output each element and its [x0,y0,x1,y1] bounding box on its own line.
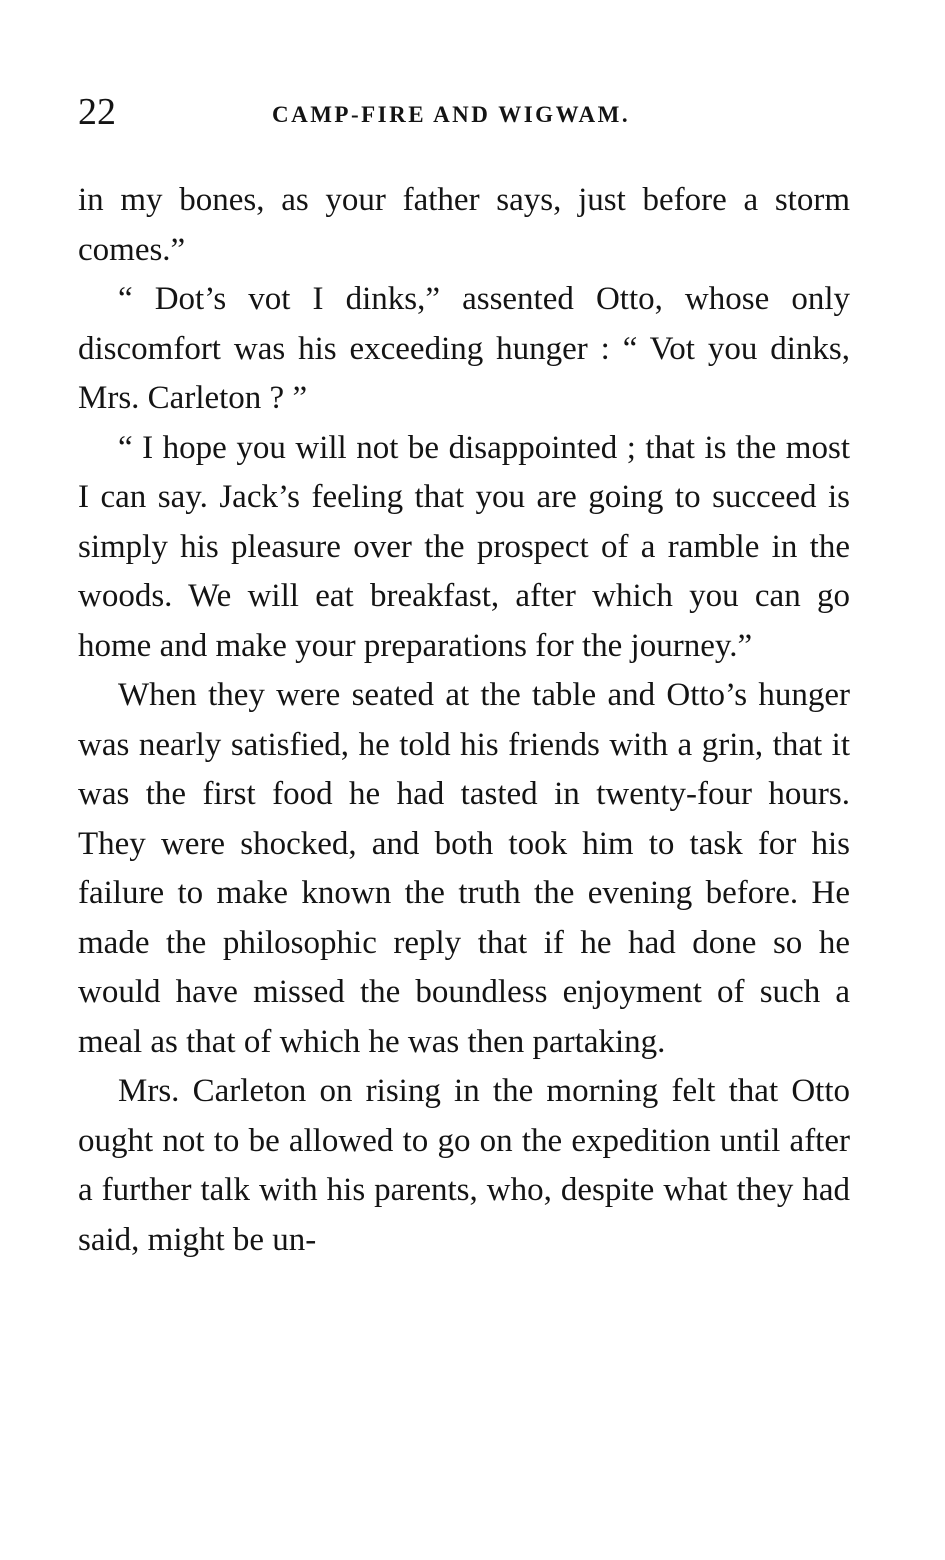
paragraph: When they were seated at the table and Otto’s hunger was nearly satisfied, he told his friends with a grin, that it was the first food he had tasted in twenty-four hours. They were shocked, and both took him to task for his failure to make known the truth the evening before. He made the philosophic reply that if he had done so he would have missed the boundless enjoyment of such a meal as that of which he was then partaking. [78,677,850,1060]
paragraph: “ Dot’s vot I dinks,” assented Otto, whose only discomfort was his exceeding hunger : “ Vot you dinks, Mrs. Carleton ? ” [78,281,850,416]
running-title: CAMP-FIRE AND WIGWAM. [272,102,631,127]
page-header [78,90,850,138]
paragraph-continuation: in my bones, as your father says, just before a storm comes.” [78,182,850,268]
page-number: 22 [78,91,116,133]
body-text [78,176,850,1265]
paragraph: “ I hope you will not be disappointed ; that is the most I can say. Jack’s feeling that you are going to succeed is simply his pleasure over the prospect of a ramble in the woods. We will eat breakfast, after which you can go home and make your preparations for the journey.” [78,429,850,664]
paragraph: Mrs. Carleton on rising in the morning felt that Otto ought not to be allowed to go on the expedition until after a further talk with his parents, who, despite what they had said, might be un- [78,1073,850,1258]
